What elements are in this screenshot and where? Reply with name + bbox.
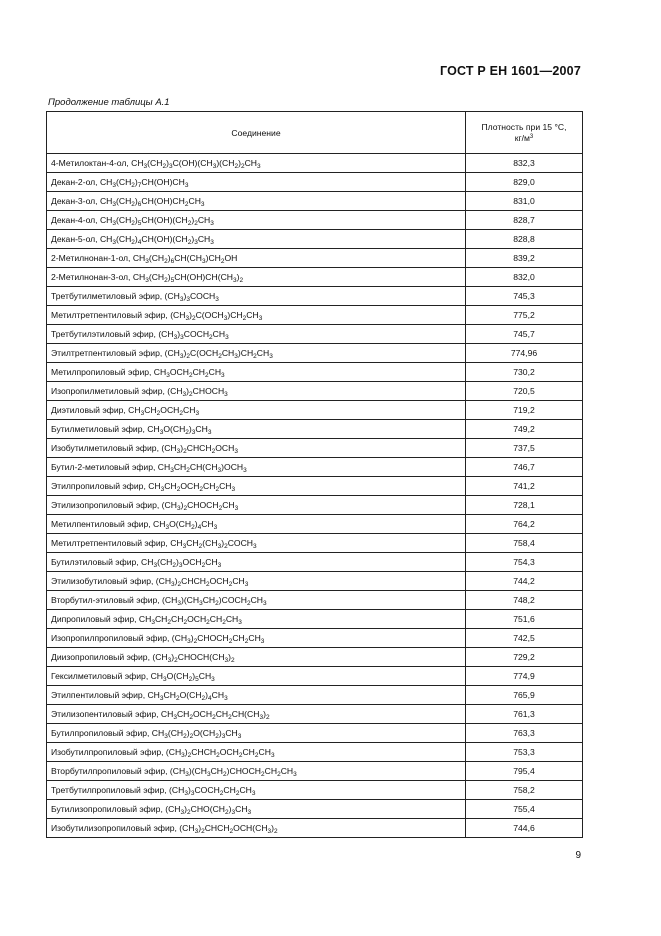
table-row [47, 762, 583, 781]
table-caption: Продолжение таблицы А.1 [48, 97, 170, 108]
table-row [47, 477, 583, 496]
density-cell: 741,2 [466, 477, 583, 496]
compound-cell: Метилпропиловый эфир, $CH_3OCH_2CH_2CH_3$ [47, 363, 466, 382]
density-cell: 829,0 [466, 173, 583, 192]
table-row [47, 572, 583, 591]
column-header-compound: Соединение [47, 112, 466, 154]
table-row [47, 705, 583, 724]
table-row [47, 401, 583, 420]
density-cell: 758,4 [466, 534, 583, 553]
density-cell: 764,2 [466, 515, 583, 534]
density-cell: 774,9 [466, 667, 583, 686]
compound-cell: 2-Метилнонан-3-ол, $CH_3(CH_2)_5CH(OH)CH(CH_3)_2$ [47, 268, 466, 287]
table-row [47, 819, 583, 838]
table-row [47, 325, 583, 344]
compound-cell: Декан-5-ол, $CH_3(CH_2)_4CH(OH)(CH_2)_3CH_3$ [47, 230, 466, 249]
density-cell: 737,5 [466, 439, 583, 458]
compound-cell: Изобутилметиловый эфир, $(CH_3)_2CHCH_2OCH_3$ [47, 439, 466, 458]
density-cell: 742,5 [466, 629, 583, 648]
table-row [47, 192, 583, 211]
table-row [47, 553, 583, 572]
document-standard-code: ГОСТ Р ЕН 1601—2007 [439, 64, 581, 78]
density-cell: 828,7 [466, 211, 583, 230]
table-header-row [47, 112, 583, 154]
density-cell: 763,3 [466, 724, 583, 743]
compound-cell: Третбутилпропиловый эфир, $(CH_3)_3COCH_2CH_2CH_3$ [47, 781, 466, 800]
density-cell: 745,3 [466, 287, 583, 306]
compound-cell: Бутилизопропиловый эфир, $(CH_3)_2CHO(CH_2)_3CH_3$ [47, 800, 466, 819]
table-row [47, 686, 583, 705]
table-row [47, 306, 583, 325]
compound-cell: Этилизопропиловый эфир, $(CH_3)_2CHOCH_2CH_3$ [47, 496, 466, 515]
table-row [47, 439, 583, 458]
density-cell: 720,5 [466, 382, 583, 401]
table-row [47, 154, 583, 173]
density-unit-exponent: 3 [529, 133, 534, 140]
compound-cell: Декан-3-ол, $CH_3(CH_2)_6CH(OH)CH_2CH_3$ [47, 192, 466, 211]
density-cell: 761,3 [466, 705, 583, 724]
table-row [47, 781, 583, 800]
density-cell: 753,3 [466, 743, 583, 762]
compound-cell: Изобутилпропиловый эфир, $(CH_3)_2CHCH_2OCH_2CH_2CH_3$ [47, 743, 466, 762]
table-row [47, 249, 583, 268]
compound-cell: Этилпентиловый эфир, $CH_3CH_2O(CH_2)_4CH_3$ [47, 686, 466, 705]
density-cell: 775,2 [466, 306, 583, 325]
density-cell: 719,2 [466, 401, 583, 420]
compound-cell: Диэтиловый эфир, $CH_3CH_2OCH_2CH_3$ [47, 401, 466, 420]
compound-cell: Бутилметиловый эфир, $CH_3O(CH_2)_3CH_3$ [47, 420, 466, 439]
compound-cell: Третбутилметиловый эфир, $(CH_3)_3COCH_3$ [47, 287, 466, 306]
table-row [47, 344, 583, 363]
density-cell: 754,3 [466, 553, 583, 572]
density-cell: 831,0 [466, 192, 583, 211]
table-row [47, 629, 583, 648]
density-cell: 832,3 [466, 154, 583, 173]
table-row [47, 458, 583, 477]
table-row [47, 610, 583, 629]
density-cell: 745,7 [466, 325, 583, 344]
table-row [47, 230, 583, 249]
table-body [47, 154, 583, 838]
density-cell: 758,2 [466, 781, 583, 800]
column-header-density [466, 112, 583, 154]
density-cell: 744,6 [466, 819, 583, 838]
table-row [47, 363, 583, 382]
density-cell: 744,2 [466, 572, 583, 591]
table-row [47, 268, 583, 287]
density-cell: 755,4 [466, 800, 583, 819]
table-row [47, 800, 583, 819]
compound-cell: Декан-2-ол, $CH_3(CH_2)_7CH(OH)CH_3$ [47, 173, 466, 192]
compound-cell: 4-Метилоктан-4-ол, $CH_3(CH_2)_3C(OH)(CH_3)(CH_2)_2CH_3$ [47, 154, 466, 173]
table-row [47, 420, 583, 439]
compound-cell: Вторбутил-этиловый эфир, $(CH_3)(CH_3CH_2)COCH_2CH_3$ [47, 591, 466, 610]
compound-cell: Изопропилметиловый эфир, $(CH_3)_2CHOCH_3$ [47, 382, 466, 401]
compound-cell: Этилизобутиловый эфир, $(CH_3)_2CHCH_2OCH_2CH_3$ [47, 572, 466, 591]
density-cell: 746,7 [466, 458, 583, 477]
compound-cell: Этилизопентиловый эфир, $CH_3CH_2OCH_2CH_2CH(CH_3)_2$ [47, 705, 466, 724]
density-cell: 774,96 [466, 344, 583, 363]
table-row [47, 648, 583, 667]
table-row [47, 287, 583, 306]
table-row [47, 173, 583, 192]
table-row [47, 591, 583, 610]
density-cell: 748,2 [466, 591, 583, 610]
table-row [47, 496, 583, 515]
page-number: 9 [575, 850, 581, 861]
density-cell: 832,0 [466, 268, 583, 287]
table-row [47, 382, 583, 401]
density-cell: 765,9 [466, 686, 583, 705]
density-cell: 729,2 [466, 648, 583, 667]
compound-cell: 2-Метилнонан-1-ол, $CH_3(CH_2)_6CH(CH_3)CH_2OH$ [47, 249, 466, 268]
compound-cell: Вторбутилпропиловый эфир, $(CH_3)(CH_3CH_2)CHOCH_2CH_2CH_3$ [47, 762, 466, 781]
table-row [47, 515, 583, 534]
compound-cell: Бутилпропиловый эфир, $CH_3(CH_2)_2O(CH_2)_3CH_3$ [47, 724, 466, 743]
table-row [47, 534, 583, 553]
compound-cell: Изобутилизопропиловый эфир, $(CH_3)_2CHCH_2OCH(CH_3)_2$ [47, 819, 466, 838]
compound-cell: Метилтретпентиловый эфир, $(CH_3)_2C(OCH_3)CH_2CH_3$ [47, 306, 466, 325]
density-cell: 728,1 [466, 496, 583, 515]
table-row [47, 724, 583, 743]
compound-cell: Метилпентиловый эфир, $CH_3O(CH_2)_4CH_3$ [47, 515, 466, 534]
density-unit: кг/м [514, 132, 530, 143]
density-cell: 749,2 [466, 420, 583, 439]
compound-cell: Изопропилпропиловый эфир, $(CH_3)_2CHOCH_2CH_2CH_3$ [47, 629, 466, 648]
compound-cell: Этилтретпентиловый эфир, $(CH_3)_2C(OCH_2CH_3)CH_2CH_3$ [47, 344, 466, 363]
compound-cell: Бутилэтиловый эфир, $CH_3(CH_2)_3OCH_2CH_3$ [47, 553, 466, 572]
compound-cell: Декан-4-ол, $CH_3(CH_2)_5CH(OH)(CH_2)_2CH_3$ [47, 211, 466, 230]
density-table [46, 111, 583, 838]
compound-cell: Третбутилэтиловый эфир, $(CH_3)_3COCH_2CH_3$ [47, 325, 466, 344]
density-cell: 751,6 [466, 610, 583, 629]
table-row [47, 667, 583, 686]
density-cell: 839,2 [466, 249, 583, 268]
table-row [47, 211, 583, 230]
compound-cell: Диизопропиловый эфир, $(CH_3)_2CHOCH(CH_3)_2$ [47, 648, 466, 667]
density-cell: 730,2 [466, 363, 583, 382]
compound-cell: Этилпропиловый эфир, $CH_3CH_2OCH_2CH_2CH_3$ [47, 477, 466, 496]
compound-cell: Гексилметиловый эфир, $CH_3O(CH_2)_5CH_3$ [47, 667, 466, 686]
compound-cell: Дипропиловый эфир, $CH_3CH_2CH_2OCH_2CH_2CH_3$ [47, 610, 466, 629]
density-cell: 828,8 [466, 230, 583, 249]
compound-cell: Метилтретпентиловый эфир, $CH_3CH_2(CH_3)_2COCH_3$ [47, 534, 466, 553]
table-row [47, 743, 583, 762]
density-header-text: Плотность при 15 °С, [481, 121, 567, 132]
compound-cell: Бутил-2-метиловый эфир, $CH_3CH_2CH(CH_3)OCH_3$ [47, 458, 466, 477]
density-cell: 795,4 [466, 762, 583, 781]
